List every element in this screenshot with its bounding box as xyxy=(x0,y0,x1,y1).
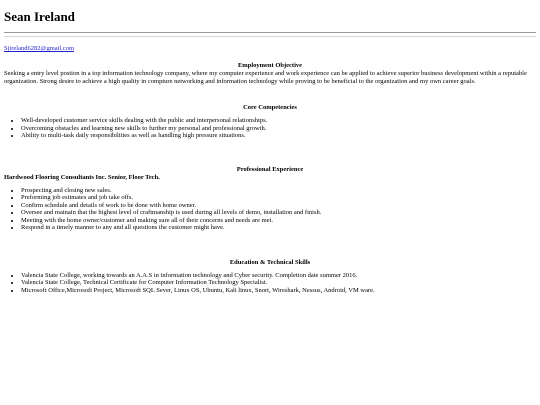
competencies-list xyxy=(4,117,536,140)
list-item: • Ability to multi-task daily responsibilities as well as handling high pressure situations. xyxy=(21,132,536,140)
experience-list xyxy=(4,187,536,232)
objective-text: Seeking a entry level postion in a top information technology company, where my computer experience and work experience can be applied to achieve superior business development within a reputable organization. Strong desire to achieve a high quality in compture networking and information technology while proving to be beneficial to the organization and my own career goals. xyxy=(4,70,527,85)
list-item: • Well-developed customer service skills dealing with the public and interpersonal relationships. xyxy=(21,117,536,125)
experience-heading: Professional Experience xyxy=(236,165,304,173)
education-heading: Education & Technical Skills xyxy=(229,258,311,266)
resume-name: Sean Ireland xyxy=(4,9,75,24)
list-item: • Valencia State College, Technical Certificate for Computer Information Technology Specialist. xyxy=(21,279,536,287)
list-item: • Confirm schedule and details of work to be done with home owner. xyxy=(21,202,536,210)
list-item: • Overcoming obstacles and learning new skills to further my personal and professional growth. xyxy=(21,125,536,133)
list-item: • Prospecting and closing new sales. xyxy=(21,187,536,195)
competencies-heading: Core Competencies xyxy=(243,104,297,111)
email-link[interactable]: Sjireland6282@gmail.com xyxy=(4,45,75,52)
list-item: • Meeting with the home owner/customer and making sure all of their concerns and needs are met. xyxy=(21,217,536,225)
list-item: • Microsoft Office,Microsoft Project, Microsoft SQL Sever, Linux OS, Ubuntu, Kali linux, Snort, Wireshark, Nessus, Android, VM ware. xyxy=(21,287,536,295)
company-line: Hardwood Flooring Consultants Inc. Senior, Floor Tech. xyxy=(4,173,160,181)
education-list xyxy=(4,272,536,295)
list-item: • Preforming job estimates and job take offs. xyxy=(21,194,536,202)
objective-heading: Employment Objective xyxy=(237,62,303,69)
list-item: • Oversee and mainain that the highest level of craftmanship is used during all levels of demo, installation and finish. xyxy=(21,209,536,217)
header-divider xyxy=(4,32,536,37)
list-item: • Valencia State College, working towards an A.A.S in information technology and Cyber security. Completion date summer 2016. xyxy=(21,272,536,280)
list-item: • Respond in a timely manner to any and all questions the customer might have. xyxy=(21,224,536,232)
